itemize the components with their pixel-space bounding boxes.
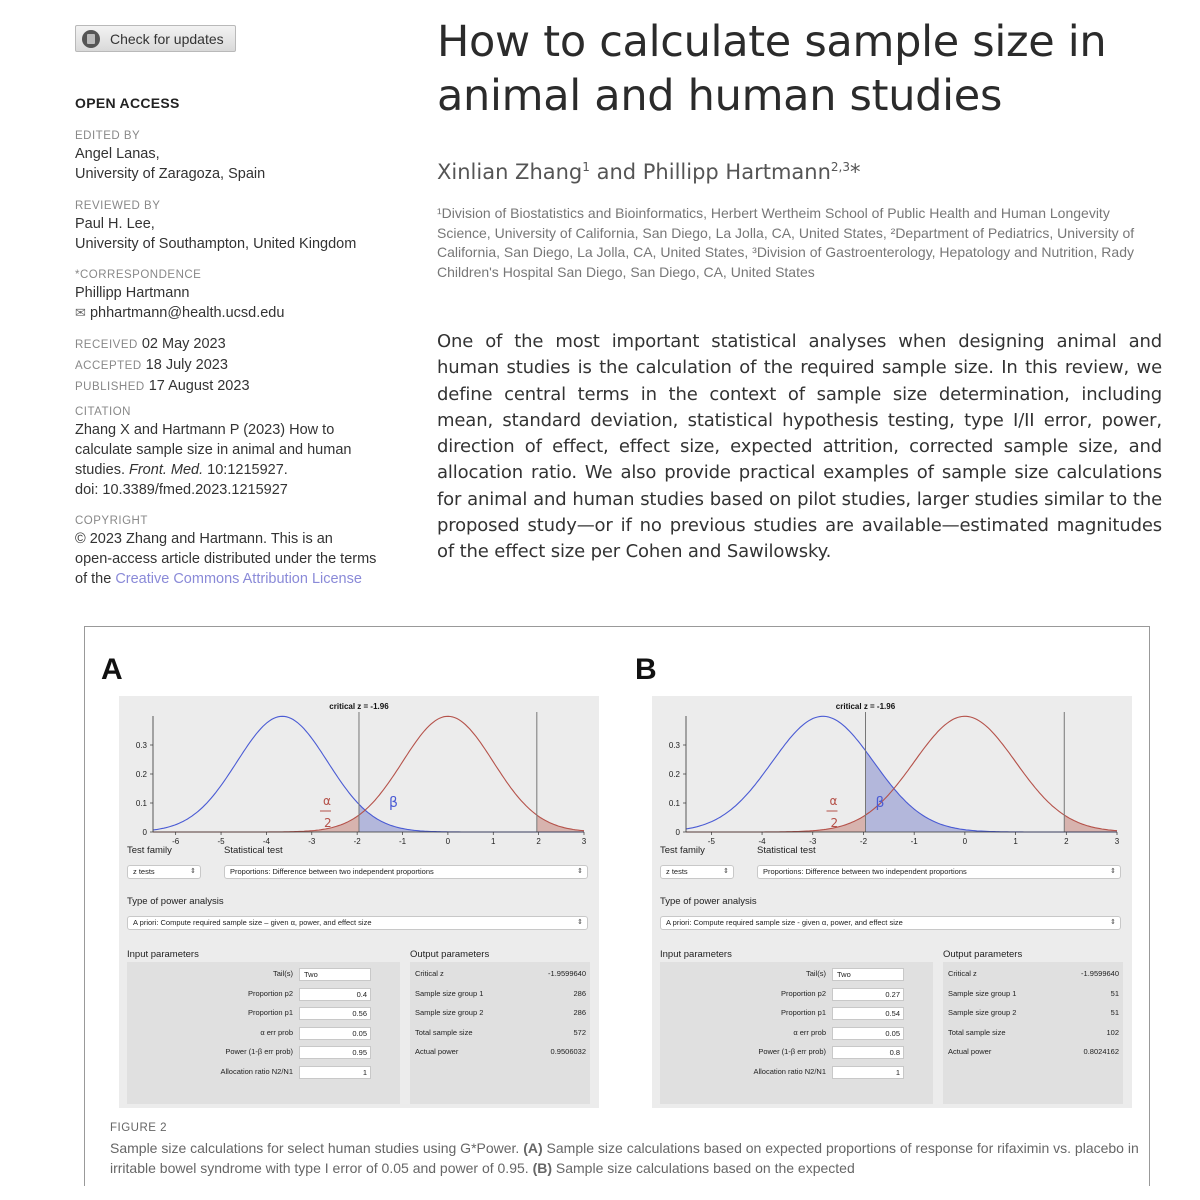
input-param-label: Power (1-β err prob) <box>225 1047 293 1056</box>
y-tick-label: 0.1 <box>668 799 680 808</box>
output-parameters-label: Output parameters <box>943 949 1023 960</box>
correspondence-label: *CORRESPONDENCE <box>75 269 202 281</box>
copyright-block <box>75 513 420 589</box>
corresponding-mark: * <box>849 160 861 184</box>
y-tick-label: 0.1 <box>135 799 147 808</box>
editor-affiliation: University of Zaragoza, Spain <box>75 166 266 182</box>
correspondence-email-row <box>75 303 420 323</box>
x-tick-label: 0 <box>445 837 451 846</box>
copyright-line-3 <box>75 569 420 589</box>
input-param-label: Proportion p2 <box>780 988 826 998</box>
output-param-value: -1.9599640 <box>548 969 586 978</box>
reviewer-name: Paul H. Lee, <box>75 216 155 232</box>
statistical-test-value: Proportions: Difference between two independent proportions <box>763 867 967 876</box>
correspondence-email[interactable]: phhartmann@health.ucsd.edu <box>89 305 285 321</box>
output-param-value: 286 <box>573 1008 586 1017</box>
output-param-label: Actual power <box>948 1047 992 1056</box>
copyright-line-2: open-access article distributed under the terms <box>75 551 377 567</box>
x-tick-label: -4 <box>262 837 270 846</box>
published-date: 17 August 2023 <box>148 378 250 394</box>
x-tick-label: -6 <box>172 837 180 846</box>
type-of-power-label: Type of power analysis <box>127 896 224 907</box>
dates-block <box>75 334 420 397</box>
author-2-sup: 2,3 <box>830 160 850 174</box>
power-analysis-select[interactable] <box>127 916 588 930</box>
y-tick-label: 0.3 <box>135 741 147 750</box>
citation-doi: doi: 10.3389/fmed.2023.1215927 <box>75 482 288 498</box>
input-param-label: Allocation ratio N2/N1 <box>220 1066 293 1076</box>
bookmark-icon <box>82 30 100 48</box>
correspondence-name: Phillipp Hartmann <box>75 285 190 301</box>
x-tick-label: 3 <box>581 837 587 846</box>
output-param-value: 286 <box>573 988 586 998</box>
input-parameters-label: Input parameters <box>660 949 732 960</box>
author-list <box>437 160 860 184</box>
x-tick-label: -2 <box>353 837 361 846</box>
x-tick-label: -1 <box>910 837 918 846</box>
output-param-label: Critical z <box>948 969 977 978</box>
input-param-field[interactable]: 0.4 <box>299 988 371 1001</box>
beta-label: β <box>388 795 398 811</box>
figure-caption <box>110 1139 1140 1178</box>
author-and: and <box>589 160 643 184</box>
power-distribution-chart <box>119 696 599 856</box>
test-family-label: Test family <box>127 845 172 856</box>
output-param-value: 51 <box>1110 988 1119 998</box>
output-param-label: Actual power <box>415 1047 459 1056</box>
input-param-label: Proportion p2 <box>247 988 293 998</box>
x-tick-label: 3 <box>1114 837 1120 846</box>
alpha-denominator: 2 <box>830 816 839 830</box>
output-param-label: Sample size group 2 <box>415 1008 484 1017</box>
output-param-value: 0.9506032 <box>550 1047 586 1056</box>
edited-by-label: EDITED BY <box>75 130 141 142</box>
x-tick-label: -2 <box>859 837 868 846</box>
alpha-label: α <box>829 794 838 808</box>
input-param-label: Tail(s) <box>273 969 293 978</box>
statistical-test-label: Statistical test <box>757 845 816 856</box>
input-param-field[interactable]: Two <box>299 968 371 981</box>
input-param-label: Proportion p1 <box>780 1008 826 1017</box>
y-tick-label: 0 <box>142 828 147 837</box>
author-1[interactable]: Xinlian Zhang <box>437 160 583 184</box>
input-param-field[interactable]: Two <box>832 968 904 981</box>
published-label: PUBLISHED <box>75 381 145 393</box>
statistical-test-label: Statistical test <box>224 845 283 856</box>
power-distribution-chart <box>652 696 1132 856</box>
x-tick-label: 2 <box>536 837 541 846</box>
output-parameters-label: Output parameters <box>410 949 490 960</box>
check-for-updates-button[interactable] <box>75 25 236 52</box>
received-date: 02 May 2023 <box>141 336 226 352</box>
output-param-value: 572 <box>573 1027 586 1037</box>
power-analysis-value: A priori: Compute required sample size – given α, power, and effect size <box>133 918 372 927</box>
beta-region <box>865 751 1117 832</box>
output-param-value: 51 <box>1110 1008 1119 1017</box>
alpha-lower-tail <box>686 815 866 832</box>
x-tick-label: 1 <box>491 837 496 846</box>
output-param-label: Sample size group 1 <box>415 988 484 998</box>
input-param-field[interactable]: 1 <box>299 1066 371 1079</box>
input-param-label: Tail(s) <box>806 969 826 978</box>
chevron-down-icon: ⇕ <box>577 919 583 926</box>
chevron-down-icon: ⇕ <box>190 868 196 875</box>
citation-volume: 10:1215927. <box>203 462 288 478</box>
chevron-down-icon: ⇕ <box>577 868 583 875</box>
copyright-label: COPYRIGHT <box>75 515 148 527</box>
output-param-value: 102 <box>1106 1027 1119 1037</box>
title-line-2: animal and human studies <box>437 71 1003 121</box>
beta-label: β <box>875 795 885 811</box>
correspondence-block <box>75 267 420 323</box>
affiliations: ¹Division of Biostatistics and Bioinformatics, Herbert Wertheim School of Public Health and Human Longevity Science, University of California, San Diego, La Jolla, CA, United States, ²Department of Pediatrics, University of California, San Diego, La Jolla, CA, United States, ³Division of Gastroenterology, Hepatology and Nutrition, Rady Children's Hospital San Diego, San Diego, CA, United States <box>437 205 1135 280</box>
y-tick-label: 0.2 <box>135 770 147 779</box>
citation-studies: studies. <box>75 462 129 478</box>
caption-intro: Sample size calculations for select human studies using G*Power. <box>110 1140 524 1156</box>
input-param-field[interactable]: 1 <box>832 1066 904 1079</box>
chevron-down-icon: ⇕ <box>1110 868 1116 875</box>
x-tick-label: 2 <box>1064 837 1069 846</box>
input-param-label: Allocation ratio N2/N1 <box>753 1066 826 1076</box>
x-tick-label: -5 <box>707 837 715 846</box>
output-param-value: -1.9599640 <box>1081 969 1119 978</box>
input-param-field[interactable]: 0.27 <box>832 988 904 1001</box>
panel-letter-b: B <box>635 653 657 686</box>
figure-2 <box>84 626 1150 1186</box>
input-parameters-label: Input parameters <box>127 949 199 960</box>
test-family-label: Test family <box>660 845 705 856</box>
y-tick-label: 0 <box>675 828 680 837</box>
edited-by-block <box>75 128 420 184</box>
accepted-label: ACCEPTED <box>75 360 142 372</box>
output-param-label: Total sample size <box>948 1027 1006 1037</box>
output-param-value: 0.8024162 <box>1083 1047 1119 1056</box>
input-param-field[interactable]: 0.56 <box>299 1007 371 1020</box>
author-2[interactable]: Phillipp Hartmann <box>642 160 831 184</box>
y-tick-label: 0.3 <box>668 741 680 750</box>
article-title <box>437 15 1177 123</box>
x-tick-label: -5 <box>217 837 225 846</box>
power-analysis-select[interactable] <box>660 916 1121 930</box>
figure-label: FIGURE 2 <box>110 1122 168 1134</box>
power-analysis-value: A priori: Compute required sample size - given α, power, and effect size <box>666 918 903 927</box>
statistical-test-select[interactable] <box>757 865 1121 879</box>
citation-line-3 <box>75 460 420 480</box>
test-family-value: z tests <box>133 867 155 876</box>
gpower-panel-b <box>652 696 1132 1108</box>
caption-a-text: Sample size calculations based on expected proportions of response for rifaximin vs. placebo in irritable bowel syndrome with type I error of 0.05 and power of 0.95. <box>110 1140 1139 1176</box>
accepted-date: 18 July 2023 <box>145 357 228 373</box>
x-tick-label: 1 <box>1013 837 1018 846</box>
citation-block <box>75 404 420 500</box>
caption-b-text: Sample size calculations based on the expected <box>552 1159 855 1176</box>
input-param-field[interactable]: 0.95 <box>299 1046 371 1059</box>
copyright-line-1: © 2023 Zhang and Hartmann. This is an <box>75 531 333 547</box>
critical-z-label: critical z = -1.96 <box>835 702 896 711</box>
citation-line-1: Zhang X and Hartmann P (2023) How to <box>75 422 335 438</box>
editor-name: Angel Lanas, <box>75 146 160 162</box>
input-param-label: α err prob <box>793 1027 826 1037</box>
check-for-updates-label: Check for updates <box>110 30 224 47</box>
open-access-label: OPEN ACCESS <box>75 95 180 111</box>
output-param-label: Critical z <box>415 969 444 978</box>
output-param-label: Total sample size <box>415 1027 473 1037</box>
test-family-select[interactable] <box>660 865 734 879</box>
caption-a-tag: (A) <box>523 1140 543 1156</box>
input-param-field[interactable]: 0.8 <box>832 1046 904 1059</box>
output-param-label: Sample size group 2 <box>948 1008 1017 1017</box>
test-family-select[interactable] <box>127 865 201 879</box>
copyright-of-the: of the <box>75 571 116 587</box>
input-param-label: α err prob <box>260 1027 293 1037</box>
input-param-field[interactable]: 0.54 <box>832 1007 904 1020</box>
citation-label: CITATION <box>75 406 131 418</box>
abstract: One of the most important statistical analyses when designing animal and human studies is the calculation of the required sample size. In this review, we define central terms in the context of sample size determination, including mean, standard deviation, statistical hypothesis testing, type I/II error, power, direction of effect, effect size, expected attrition, corrected sample size, and allocation ratio. We also provide practical examples of sample size calculations for animal and human studies based on pilot studies, larger studies similar to the proposed study—or if no previous studies are available—estimated magnitudes of the effect size per Cohen and Sawilowsky. <box>437 331 1162 563</box>
x-tick-label: -3 <box>308 837 316 846</box>
x-tick-label: 0 <box>962 837 968 846</box>
reviewed-by-label: REVIEWED BY <box>75 200 161 212</box>
received-label: RECEIVED <box>75 339 138 351</box>
type-of-power-label: Type of power analysis <box>660 896 757 907</box>
alpha-denominator: 2 <box>323 816 332 830</box>
chevron-down-icon: ⇕ <box>723 868 729 875</box>
reviewed-by-block <box>75 198 420 254</box>
x-tick-label: -4 <box>758 837 766 846</box>
x-tick-label: -1 <box>398 837 407 846</box>
reviewer-affiliation: University of Southampton, United Kingdom <box>75 236 357 252</box>
author-1-sup: 1 <box>582 160 590 174</box>
title-line-1: How to calculate sample size in <box>437 17 1107 67</box>
input-param-label: Power (1-β err prob) <box>758 1047 826 1056</box>
output-param-label: Sample size group 1 <box>948 988 1017 998</box>
chevron-down-icon: ⇕ <box>1110 919 1116 926</box>
gpower-panel-a <box>119 696 599 1108</box>
panel-letter-a: A <box>101 653 123 686</box>
test-family-value: z tests <box>666 867 688 876</box>
x-tick-label: -3 <box>809 837 817 846</box>
statistical-test-value: Proportions: Difference between two independent proportions <box>230 867 434 876</box>
input-param-label: Proportion p1 <box>247 1008 293 1017</box>
caption-b-tag: (B) <box>532 1159 552 1176</box>
cc-license-link[interactable]: Creative Commons Attribution License <box>115 571 362 587</box>
critical-z-label: critical z = -1.96 <box>329 702 389 711</box>
citation-journal: Front. Med. <box>129 462 204 478</box>
citation-line-2: calculate sample size in animal and human <box>75 442 352 458</box>
y-tick-label: 0.2 <box>668 770 680 779</box>
input-param-field[interactable]: 0.05 <box>299 1027 371 1040</box>
alpha-label: α <box>322 794 331 808</box>
input-param-field[interactable]: 0.05 <box>832 1027 904 1040</box>
statistical-test-select[interactable] <box>224 865 588 879</box>
envelope-icon: ✉ <box>75 305 86 320</box>
